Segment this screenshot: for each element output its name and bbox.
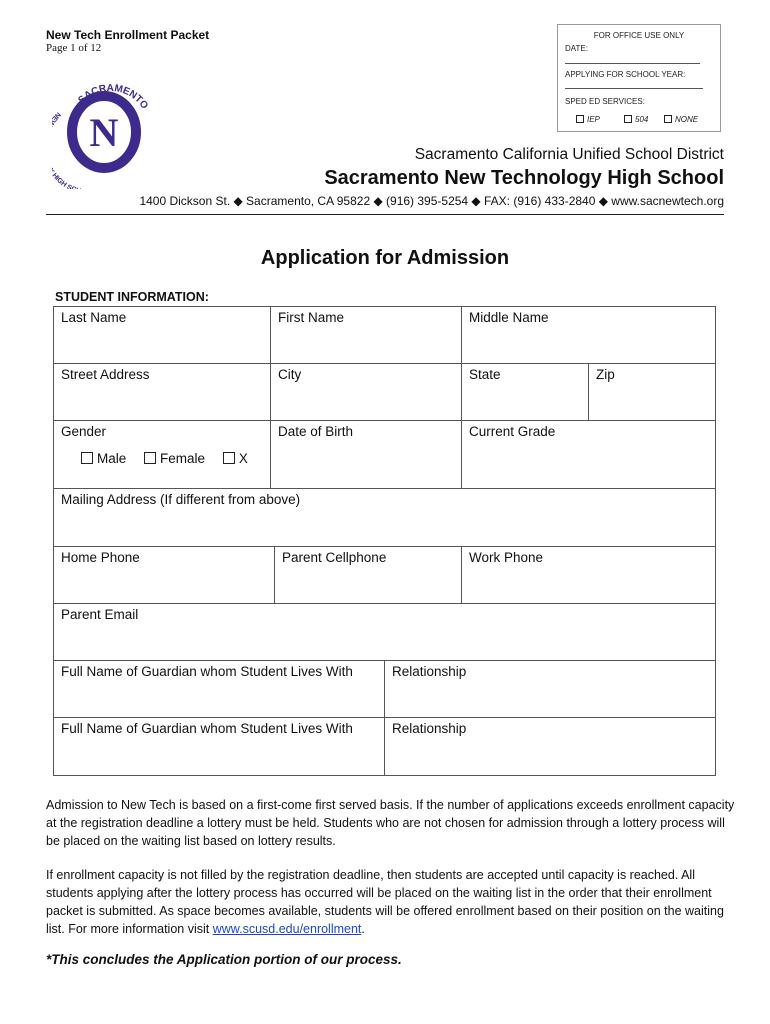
logo-graphic <box>52 74 152 189</box>
mailing-address-label: Mailing Address (If different from above) <box>61 492 301 507</box>
student-info-form <box>53 306 716 776</box>
school-logo <box>52 74 152 189</box>
middle-name-field[interactable] <box>462 307 715 364</box>
work-phone-field[interactable] <box>462 547 715 604</box>
district-name: Sacramento California Unified School District <box>414 146 724 163</box>
office-use-box <box>557 24 721 132</box>
checkbox-icon[interactable] <box>81 452 93 464</box>
relationship-1-label: Relationship <box>392 664 467 679</box>
relationship-1-field[interactable] <box>385 661 715 718</box>
gender-option-x[interactable]: X <box>223 451 248 466</box>
office-school-year-label: APPLYING FOR SCHOOL YEAR: <box>565 70 686 79</box>
gender-label: Gender <box>61 424 107 439</box>
checkbox-icon <box>664 115 672 123</box>
logo-letter: N <box>89 110 119 155</box>
office-option-504: 504 <box>624 115 648 124</box>
enrollment-link[interactable]: www.scusd.edu/enrollment <box>212 922 362 936</box>
last-name-field[interactable] <box>54 307 271 364</box>
guardian-1-name-field[interactable] <box>54 661 385 718</box>
middle-name-label: Middle Name <box>469 310 549 325</box>
city-field[interactable] <box>271 364 462 421</box>
gender-field <box>54 421 271 489</box>
last-name-label: Last Name <box>61 310 127 325</box>
header-divider <box>46 214 724 215</box>
work-phone-label: Work Phone <box>469 550 544 565</box>
mailing-address-field[interactable] <box>54 489 715 547</box>
parent-email-label: Parent Email <box>61 607 139 622</box>
checkbox-icon[interactable] <box>223 452 235 464</box>
relationship-2-label: Relationship <box>392 721 467 736</box>
street-address-label: Street Address <box>61 367 150 382</box>
zip-label: Zip <box>596 367 615 382</box>
checkbox-icon <box>624 115 632 123</box>
parent-email-field[interactable] <box>54 604 715 661</box>
checkbox-icon <box>576 115 584 123</box>
logo-top-text: SACRAMENTO <box>76 82 150 112</box>
date-of-birth-field[interactable] <box>271 421 462 489</box>
school-address-line: 1400 Dickson St. ◆ Sacramento, CA 95822 ◆ (916) 395-5254 ◆ FAX: (916) 433-2840 ◆ www.sacnewtech.org <box>139 194 724 208</box>
guardian-1-label: Full Name of Guardian whom Student Lives With <box>61 664 353 679</box>
office-school-year-line <box>565 88 703 89</box>
checkbox-icon[interactable] <box>144 452 156 464</box>
enrollment-paragraph: If enrollment capacity is not filled by the registration deadline, then students are accepted until capacity is reached. All students applying after the lottery process has occurred will be placed on the waiting list in the order that their enrollment packet is submitted. As space becomes available, students will be offered enrollment based on their position on the waiting list. For more information visit www.scusd.edu/enrollment. <box>46 868 724 936</box>
state-field[interactable] <box>462 364 589 421</box>
office-date-line <box>565 63 700 64</box>
home-phone-label: Home Phone <box>61 550 140 565</box>
parent-cellphone-field[interactable] <box>275 547 462 604</box>
page-indicator: Page 1 of 12 <box>46 42 102 54</box>
office-sped-label: SPED ED SERVICES: <box>565 97 645 106</box>
section-label: STUDENT INFORMATION: <box>55 290 209 304</box>
gender-options <box>81 451 262 466</box>
office-date-label: DATE: <box>565 44 588 53</box>
home-phone-field[interactable] <box>54 547 275 604</box>
guardian-2-name-field[interactable] <box>54 718 385 775</box>
form-title: Application for Admission <box>260 247 510 269</box>
first-name-field[interactable] <box>271 307 462 364</box>
logo-side-text: N IGH S <box>53 110 73 189</box>
admission-paragraph: Admission to New Tech is based on a first-come first served basis. If the number of applications exceeds enrollment capacity at the registration deadline a lottery must be held. Students who are not chosen for admission through a lottery process will be placed on the waiting list based on lottery results. <box>46 798 735 848</box>
guardian-2-label: Full Name of Guardian whom Student Lives With <box>61 721 353 736</box>
street-address-field[interactable] <box>54 364 271 421</box>
city-label: City <box>278 367 302 382</box>
zip-field[interactable] <box>589 364 715 421</box>
current-grade-label: Current Grade <box>469 424 556 439</box>
current-grade-field[interactable] <box>462 421 715 489</box>
gender-option-male[interactable]: Male <box>81 451 126 466</box>
state-label: State <box>469 367 501 382</box>
office-option-iep: IEP <box>576 115 600 124</box>
parent-cellphone-label: Parent Cellphone <box>282 550 387 565</box>
first-name-label: First Name <box>278 310 345 325</box>
gender-option-female[interactable]: Female <box>144 451 205 466</box>
office-use-title: FOR OFFICE USE ONLY <box>593 31 685 40</box>
date-of-birth-label: Date of Birth <box>278 424 354 439</box>
relationship-2-field[interactable] <box>385 718 715 775</box>
school-name: Sacramento New Technology High School <box>324 167 724 189</box>
closing-note: *This concludes the Application portion of our process. <box>46 952 402 967</box>
packet-title: New Tech Enrollment Packet <box>46 28 210 42</box>
office-option-none: NONE <box>664 115 698 124</box>
